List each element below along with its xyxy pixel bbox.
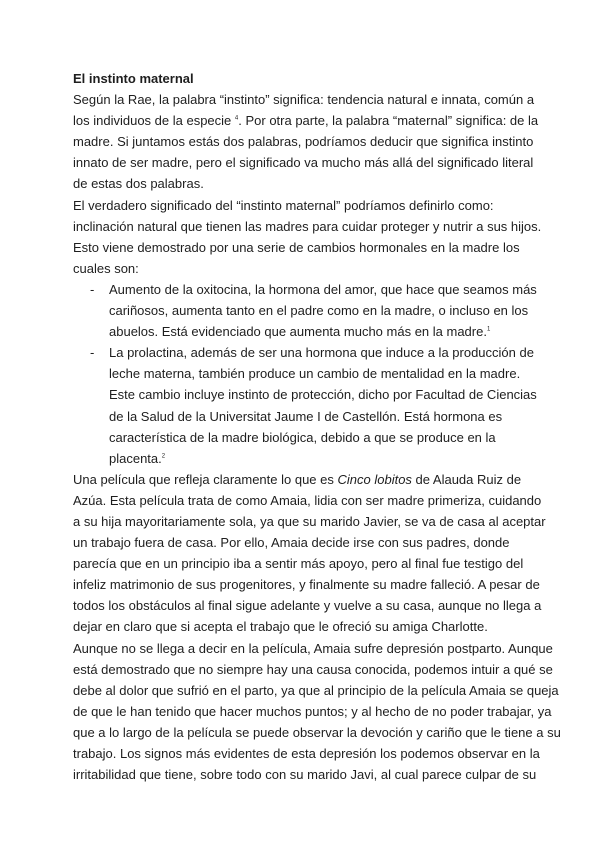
text-line: leche materna, también produce un cambio de mentalidad en la madre. bbox=[109, 366, 521, 382]
paragraph-meaning bbox=[73, 195, 542, 279]
text-line: que a lo largo de la película se puede observar la devoción y cariño que le tiene a su bbox=[73, 724, 561, 740]
text-line: característica de la madre biológica, debido a que se produce en la bbox=[109, 429, 496, 445]
text-line bbox=[73, 279, 537, 300]
film-title: Cinco lobitos bbox=[337, 471, 412, 487]
text-line: Aunque no se llega a decir en la película, Amaia sufre depresión postparto. Aunque bbox=[73, 640, 553, 656]
text-line: innato de ser madre, pero el significado va mucho más allá del significado literal bbox=[73, 155, 534, 171]
text-line: inclinación natural que tienen las madres para cuidar proteger y nutrir a sus hijos. bbox=[73, 218, 542, 234]
text-line: cuales son: bbox=[73, 260, 139, 276]
text-span: . Por otra parte, la palabra “maternal” significa: de la bbox=[238, 113, 539, 129]
text-line: todos los obstáculos al final sigue adelante y vuelve a su casa, aunque no llega a bbox=[73, 598, 542, 614]
text-line: cariñosos, aumenta tanto en el padre como en la madre, o incluso en los bbox=[109, 303, 529, 319]
text-line: madre. Si juntamos estás dos palabras, podríamos deducir que significa instinto bbox=[73, 134, 534, 150]
document-title: El instinto maternal bbox=[73, 71, 194, 86]
footnote-ref: 4 bbox=[234, 115, 239, 122]
text-line: Este cambio incluye instinto de protección, dicho por Facultad de Ciencias bbox=[109, 387, 537, 403]
text-line bbox=[73, 321, 512, 342]
text-line: está demostrado que no siempre hay una causa conocida, podemos intuir a qué se bbox=[73, 661, 553, 677]
text-line: trabajo. Los signos más evidentes de esta depresión los podemos observar en la bbox=[73, 746, 540, 761]
text-line: debe al dolor que sufrió en el parto, ya que al principio de la película Amaia se queja bbox=[73, 682, 559, 698]
text-line bbox=[73, 469, 522, 490]
text-span: Aumento de la oxitocina, la hormona del amor, que hace que seamos más bbox=[109, 281, 537, 297]
bullet-list bbox=[73, 279, 537, 469]
text-line: a su hija mayoritariamente sola, ya que su marido Javier, se va de casa al aceptar bbox=[73, 513, 546, 529]
text-span: placenta. bbox=[109, 450, 162, 466]
text-span: abuelos. Está evidenciado que aumenta mucho más en la madre. bbox=[109, 324, 487, 340]
text-line: Azúa. Esta película trata de como Amaia, lidia con ser madre primeriza, cuidando bbox=[73, 492, 542, 508]
text-line: infeliz matrimonio de sus progenitores, y finalmente su madre falleció. A pesar de bbox=[73, 577, 540, 593]
paragraph-depression bbox=[73, 638, 561, 786]
text-line: Según la Rae, la palabra “instinto” significa: tendencia natural e innata, común a bbox=[73, 92, 535, 108]
text-line: Esto viene demostrado por una serie de cambios hormonales en la madre los bbox=[73, 239, 520, 255]
text-span: La prolactina, además de ser una hormona que induce a la producción de bbox=[109, 345, 534, 361]
list-item bbox=[73, 342, 537, 469]
text-line: irritabilidad que tiene, sobre todo con su marido Javi, al cual parece culpar de su bbox=[73, 767, 537, 783]
text-line: un trabajo fuera de casa. Por ello, Amaia decide irse con sus padres, donde bbox=[73, 535, 510, 551]
text-line: dejar en claro que si acepta el trabajo que le ofreció su amiga Charlotte. bbox=[73, 619, 488, 635]
footnote-ref: 1 bbox=[486, 326, 491, 333]
list-item bbox=[73, 279, 537, 342]
bullet-dash: - bbox=[90, 345, 95, 361]
text-line: de que le han tenido que hacer muchos puntos; y al hecho de no poder trabajar, ya bbox=[73, 703, 552, 719]
text-span: los individuos de la especie bbox=[73, 113, 232, 129]
text-span: Una película que refleja claramente lo que es bbox=[73, 471, 338, 487]
paragraph-definition bbox=[73, 89, 539, 194]
text-line: El verdadero significado del “instinto maternal” podríamos definirlo como: bbox=[73, 197, 494, 213]
text-line bbox=[73, 342, 534, 363]
paragraph-film bbox=[73, 469, 546, 638]
text-span: de Alauda Ruiz de bbox=[411, 471, 522, 487]
text-line bbox=[73, 110, 539, 131]
text-line: de la Salud de la Universitat Jaume I de Castellón. Está hormona es bbox=[109, 408, 503, 424]
text-line: de estas dos palabras. bbox=[73, 176, 204, 192]
footnote-ref: 2 bbox=[161, 453, 166, 460]
bullet-dash: - bbox=[90, 281, 95, 297]
text-line: parecía que en un principio iba a sentir más apoyo, pero al final fue testigo del bbox=[73, 556, 524, 572]
text-line bbox=[73, 448, 512, 469]
